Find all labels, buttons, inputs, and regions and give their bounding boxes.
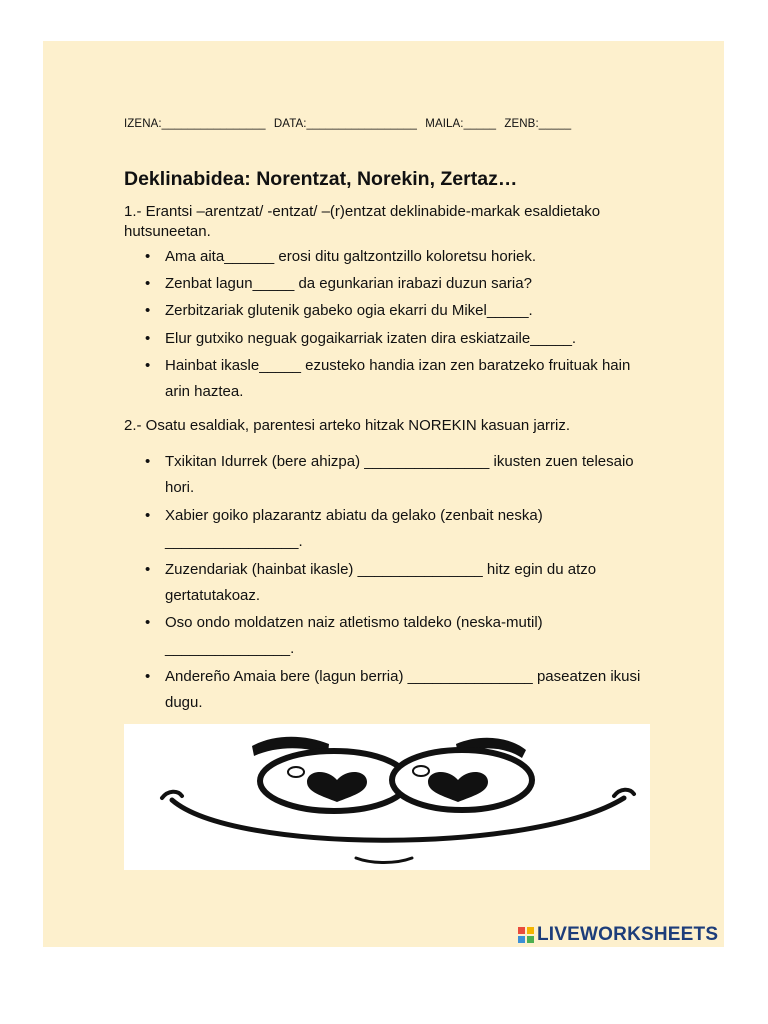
list-item: • Ama aita______ erosi ditu galtzontzillo koloretsu horiek. [145,244,645,270]
list-item: • Hainbat ikasle_____ ezusteko handia izan zen baratzeko fruituak hain arin haztea. [145,353,645,405]
liveworksheets-icon [518,927,534,943]
number-field[interactable]: ZENB:_____ [504,118,572,130]
level-field[interactable]: MAILA:_____ [425,118,497,130]
list-item: • Zuzendariak (hainbat ikasle) _______________ hitz egin du atzo gertatutakoaz. [145,557,645,609]
date-field[interactable]: DATA:_________________ [273,118,417,130]
exercise-1-instruction: 1.- Erantsi –arentzat/ -entzat/ –(r)entzat deklinabide-markak esaldietako hutsuneetan. [124,203,601,240]
smiley-face-icon [124,724,650,870]
list-item: • Xabier goiko plazarantz abiatu da gelako (zenbait neska) ________________. [145,503,645,555]
list-item: • Elur gutxiko neguak gogaikarriak izaten dira eskiatzaile_____. [145,326,645,352]
list-item: • Zerbitzariak glutenik gabeko ogia ekarri du Mikel_____. [145,298,645,324]
page-title: Deklinabidea: Norentzat, Norekin, Zertaz… [124,168,518,190]
liveworksheets-logo[interactable] [518,924,718,946]
list-item: • Andereño Amaia bere (lagun berria) _______________ paseatzen ikusi dugu. [145,664,645,716]
brand-text: LIVEWORKSHEETS [537,924,719,945]
smiley-face-image [124,724,650,870]
exercise-2-instruction: 2.- Osatu esaldiak, parentesi arteko hitzak NOREKIN kasuan jarriz. [124,417,571,434]
name-field[interactable]: IZENA:________________ [124,118,266,130]
exercise-2-list [145,449,645,718]
student-info-line [124,118,576,130]
list-item: • Oso ondo moldatzen naiz atletismo taldeko (neska-mutil) _______________. [145,610,645,662]
exercise-1-list [145,244,645,406]
list-item: • Txikitan Idurrek (bere ahizpa) _______________ ikusten zuen telesaio hori. [145,449,645,501]
list-item: • Zenbat lagun_____ da egunkarian irabazi duzun saria? [145,271,645,297]
